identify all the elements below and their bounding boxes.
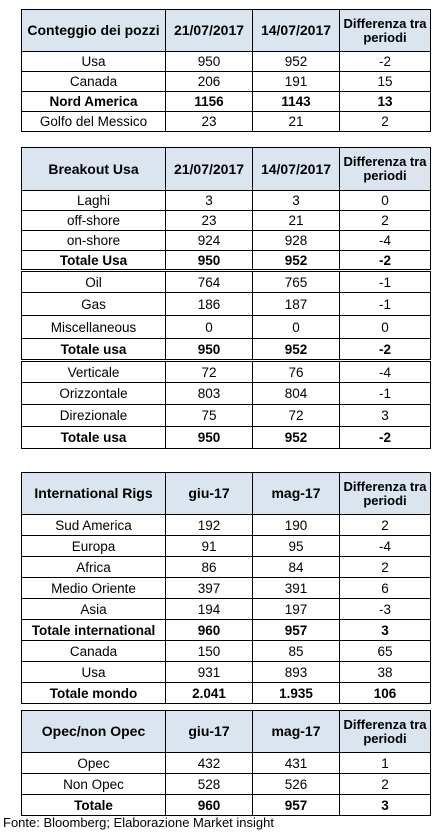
table-row xyxy=(22,599,431,620)
header-cell: International Rigs xyxy=(22,473,166,515)
header-cell: 14/07/2017 xyxy=(253,148,340,191)
row-label: Canada xyxy=(22,72,166,92)
row-label: Verticale xyxy=(22,361,166,383)
cell-diff: 106 xyxy=(340,683,431,704)
row-label: Totale usa xyxy=(22,427,166,449)
cell-value: 21 xyxy=(253,211,340,231)
table-row-total xyxy=(22,620,431,641)
table-row xyxy=(22,641,431,662)
cell-value: 186 xyxy=(166,293,253,316)
cell-diff: -1 xyxy=(340,271,431,293)
cell-value: 95 xyxy=(253,536,340,557)
cell-value: 893 xyxy=(253,662,340,683)
row-label: Direzionale xyxy=(22,405,166,427)
table-row xyxy=(22,383,431,405)
row-label: Europa xyxy=(22,536,166,557)
cell-value: 187 xyxy=(253,293,340,316)
cell-value: 85 xyxy=(253,641,340,662)
cell-diff: 1 xyxy=(340,753,431,774)
header-cell: Differenza tra periodi xyxy=(340,10,431,52)
cell-value: 526 xyxy=(253,774,340,795)
row-label: off-shore xyxy=(22,211,166,231)
row-label: Laghi xyxy=(22,191,166,211)
cell-diff: 6 xyxy=(340,578,431,599)
cell-value: 765 xyxy=(253,271,340,293)
table-row xyxy=(22,191,431,211)
row-label: Africa xyxy=(22,557,166,578)
row-label: Sud America xyxy=(22,515,166,536)
cell-value: 764 xyxy=(166,271,253,293)
cell-diff: -2 xyxy=(340,339,431,361)
table-conteggio-pozzi xyxy=(21,9,431,132)
table-header xyxy=(22,148,431,191)
cell-value: 194 xyxy=(166,599,253,620)
cell-value: 803 xyxy=(166,383,253,405)
cell-diff: 2 xyxy=(340,515,431,536)
cell-value: 75 xyxy=(166,405,253,427)
row-label: Usa xyxy=(22,662,166,683)
cell-diff: 0 xyxy=(340,316,431,339)
table-row xyxy=(22,557,431,578)
cell-value: 23 xyxy=(166,211,253,231)
table-row xyxy=(22,52,431,72)
cell-value: 3 xyxy=(166,191,253,211)
row-label: Oil xyxy=(22,271,166,293)
cell-value: 804 xyxy=(253,383,340,405)
table-row xyxy=(22,72,431,92)
source-footer: Fonte: Bloomberg; Elaborazione Market insight xyxy=(3,815,274,830)
cell-value: 950 xyxy=(166,251,253,271)
header-cell: 21/07/2017 xyxy=(166,10,253,52)
header-cell: Opec/non Opec xyxy=(22,711,166,753)
cell-value: 3 xyxy=(253,191,340,211)
table-row xyxy=(22,774,431,795)
header-cell: giu-17 xyxy=(166,473,253,515)
cell-diff: 65 xyxy=(340,641,431,662)
cell-value: 72 xyxy=(166,361,253,383)
row-label: Miscellaneous xyxy=(22,316,166,339)
row-label: Golfo del Messico xyxy=(22,112,166,132)
cell-value: 72 xyxy=(253,405,340,427)
row-label: Non Opec xyxy=(22,774,166,795)
cell-value: 952 xyxy=(253,52,340,72)
cell-value: 952 xyxy=(253,251,340,271)
header-cell: Differenza tra periodi xyxy=(340,473,431,515)
table-row xyxy=(22,316,431,339)
cell-diff: 2 xyxy=(340,774,431,795)
row-label: Medio Oriente xyxy=(22,578,166,599)
table-row xyxy=(22,536,431,557)
header-cell: mag-17 xyxy=(253,711,340,753)
cell-diff: 38 xyxy=(340,662,431,683)
cell-value: 950 xyxy=(166,427,253,449)
cell-value: 950 xyxy=(166,339,253,361)
cell-diff: 13 xyxy=(340,92,431,112)
table-row xyxy=(22,112,431,132)
cell-value: 924 xyxy=(166,231,253,251)
cell-value: 431 xyxy=(253,753,340,774)
row-label: Totale Usa xyxy=(22,251,166,271)
cell-value: 206 xyxy=(166,72,253,92)
cell-value: 91 xyxy=(166,536,253,557)
table-row-total xyxy=(22,251,431,271)
cell-value: 397 xyxy=(166,578,253,599)
cell-value: 192 xyxy=(166,515,253,536)
header-cell: giu-17 xyxy=(166,711,253,753)
row-label: Orizzontale xyxy=(22,383,166,405)
table-row xyxy=(22,293,431,316)
cell-value: 76 xyxy=(253,361,340,383)
cell-value: 950 xyxy=(166,52,253,72)
row-label: Nord America xyxy=(22,92,166,112)
header-cell: 21/07/2017 xyxy=(166,148,253,191)
row-label: Totale international xyxy=(22,620,166,641)
cell-value: 1143 xyxy=(253,92,340,112)
cell-value: 84 xyxy=(253,557,340,578)
table-international-rigs xyxy=(21,472,431,704)
header-cell: Differenza tra periodi xyxy=(340,711,431,753)
table-row xyxy=(22,753,431,774)
cell-diff: 2 xyxy=(340,112,431,132)
cell-value: 1156 xyxy=(166,92,253,112)
cell-diff: -1 xyxy=(340,383,431,405)
cell-diff: -2 xyxy=(340,52,431,72)
cell-value: 0 xyxy=(166,316,253,339)
header-cell: Breakout Usa xyxy=(22,148,166,191)
cell-value: 197 xyxy=(253,599,340,620)
cell-value: 0 xyxy=(253,316,340,339)
row-label: Gas xyxy=(22,293,166,316)
table-row xyxy=(22,271,431,293)
row-label: Usa xyxy=(22,52,166,72)
cell-value: 432 xyxy=(166,753,253,774)
table-row-total xyxy=(22,795,431,816)
cell-diff: 3 xyxy=(340,795,431,816)
row-label: Asia xyxy=(22,599,166,620)
table-row xyxy=(22,231,431,251)
cell-value: 21 xyxy=(253,112,340,132)
cell-diff: 15 xyxy=(340,72,431,92)
table-row-total xyxy=(22,683,431,704)
cell-value: 960 xyxy=(166,795,253,816)
cell-value: 952 xyxy=(253,427,340,449)
cell-diff: -4 xyxy=(340,536,431,557)
header-cell: Differenza tra periodi xyxy=(340,148,431,191)
table-row-total xyxy=(22,427,431,449)
row-label: Opec xyxy=(22,753,166,774)
cell-value: 952 xyxy=(253,339,340,361)
cell-value: 1.935 xyxy=(253,683,340,704)
cell-diff: -2 xyxy=(340,251,431,271)
table-breakout-usa xyxy=(21,147,431,449)
table-header xyxy=(22,473,431,515)
cell-diff: -1 xyxy=(340,293,431,316)
table-opec-non-opec xyxy=(21,710,431,816)
table-row-total xyxy=(22,92,431,112)
cell-value: 957 xyxy=(253,620,340,641)
cell-value: 150 xyxy=(166,641,253,662)
cell-diff: -3 xyxy=(340,599,431,620)
cell-value: 191 xyxy=(253,72,340,92)
cell-value: 86 xyxy=(166,557,253,578)
cell-value: 190 xyxy=(253,515,340,536)
cell-value: 957 xyxy=(253,795,340,816)
cell-diff: 2 xyxy=(340,211,431,231)
table-header xyxy=(22,10,431,52)
cell-diff: -4 xyxy=(340,361,431,383)
row-label: on-shore xyxy=(22,231,166,251)
cell-value: 23 xyxy=(166,112,253,132)
cell-diff: -2 xyxy=(340,427,431,449)
cell-value: 931 xyxy=(166,662,253,683)
cell-diff: 0 xyxy=(340,191,431,211)
row-label: Totale xyxy=(22,795,166,816)
header-cell: 14/07/2017 xyxy=(253,10,340,52)
cell-value: 960 xyxy=(166,620,253,641)
cell-diff: 2 xyxy=(340,557,431,578)
cell-value: 928 xyxy=(253,231,340,251)
cell-diff: 3 xyxy=(340,620,431,641)
cell-value: 528 xyxy=(166,774,253,795)
table-row xyxy=(22,578,431,599)
row-label: Totale mondo xyxy=(22,683,166,704)
table-row xyxy=(22,361,431,383)
table-row xyxy=(22,405,431,427)
header-cell: mag-17 xyxy=(253,473,340,515)
table-row-total xyxy=(22,339,431,361)
cell-value: 391 xyxy=(253,578,340,599)
table-header xyxy=(22,711,431,753)
cell-value: 2.041 xyxy=(166,683,253,704)
header-cell: Conteggio dei pozzi xyxy=(22,10,166,52)
row-label: Canada xyxy=(22,641,166,662)
cell-diff: 3 xyxy=(340,405,431,427)
row-label: Totale usa xyxy=(22,339,166,361)
cell-diff: -4 xyxy=(340,231,431,251)
table-row xyxy=(22,211,431,231)
table-row xyxy=(22,662,431,683)
table-row xyxy=(22,515,431,536)
